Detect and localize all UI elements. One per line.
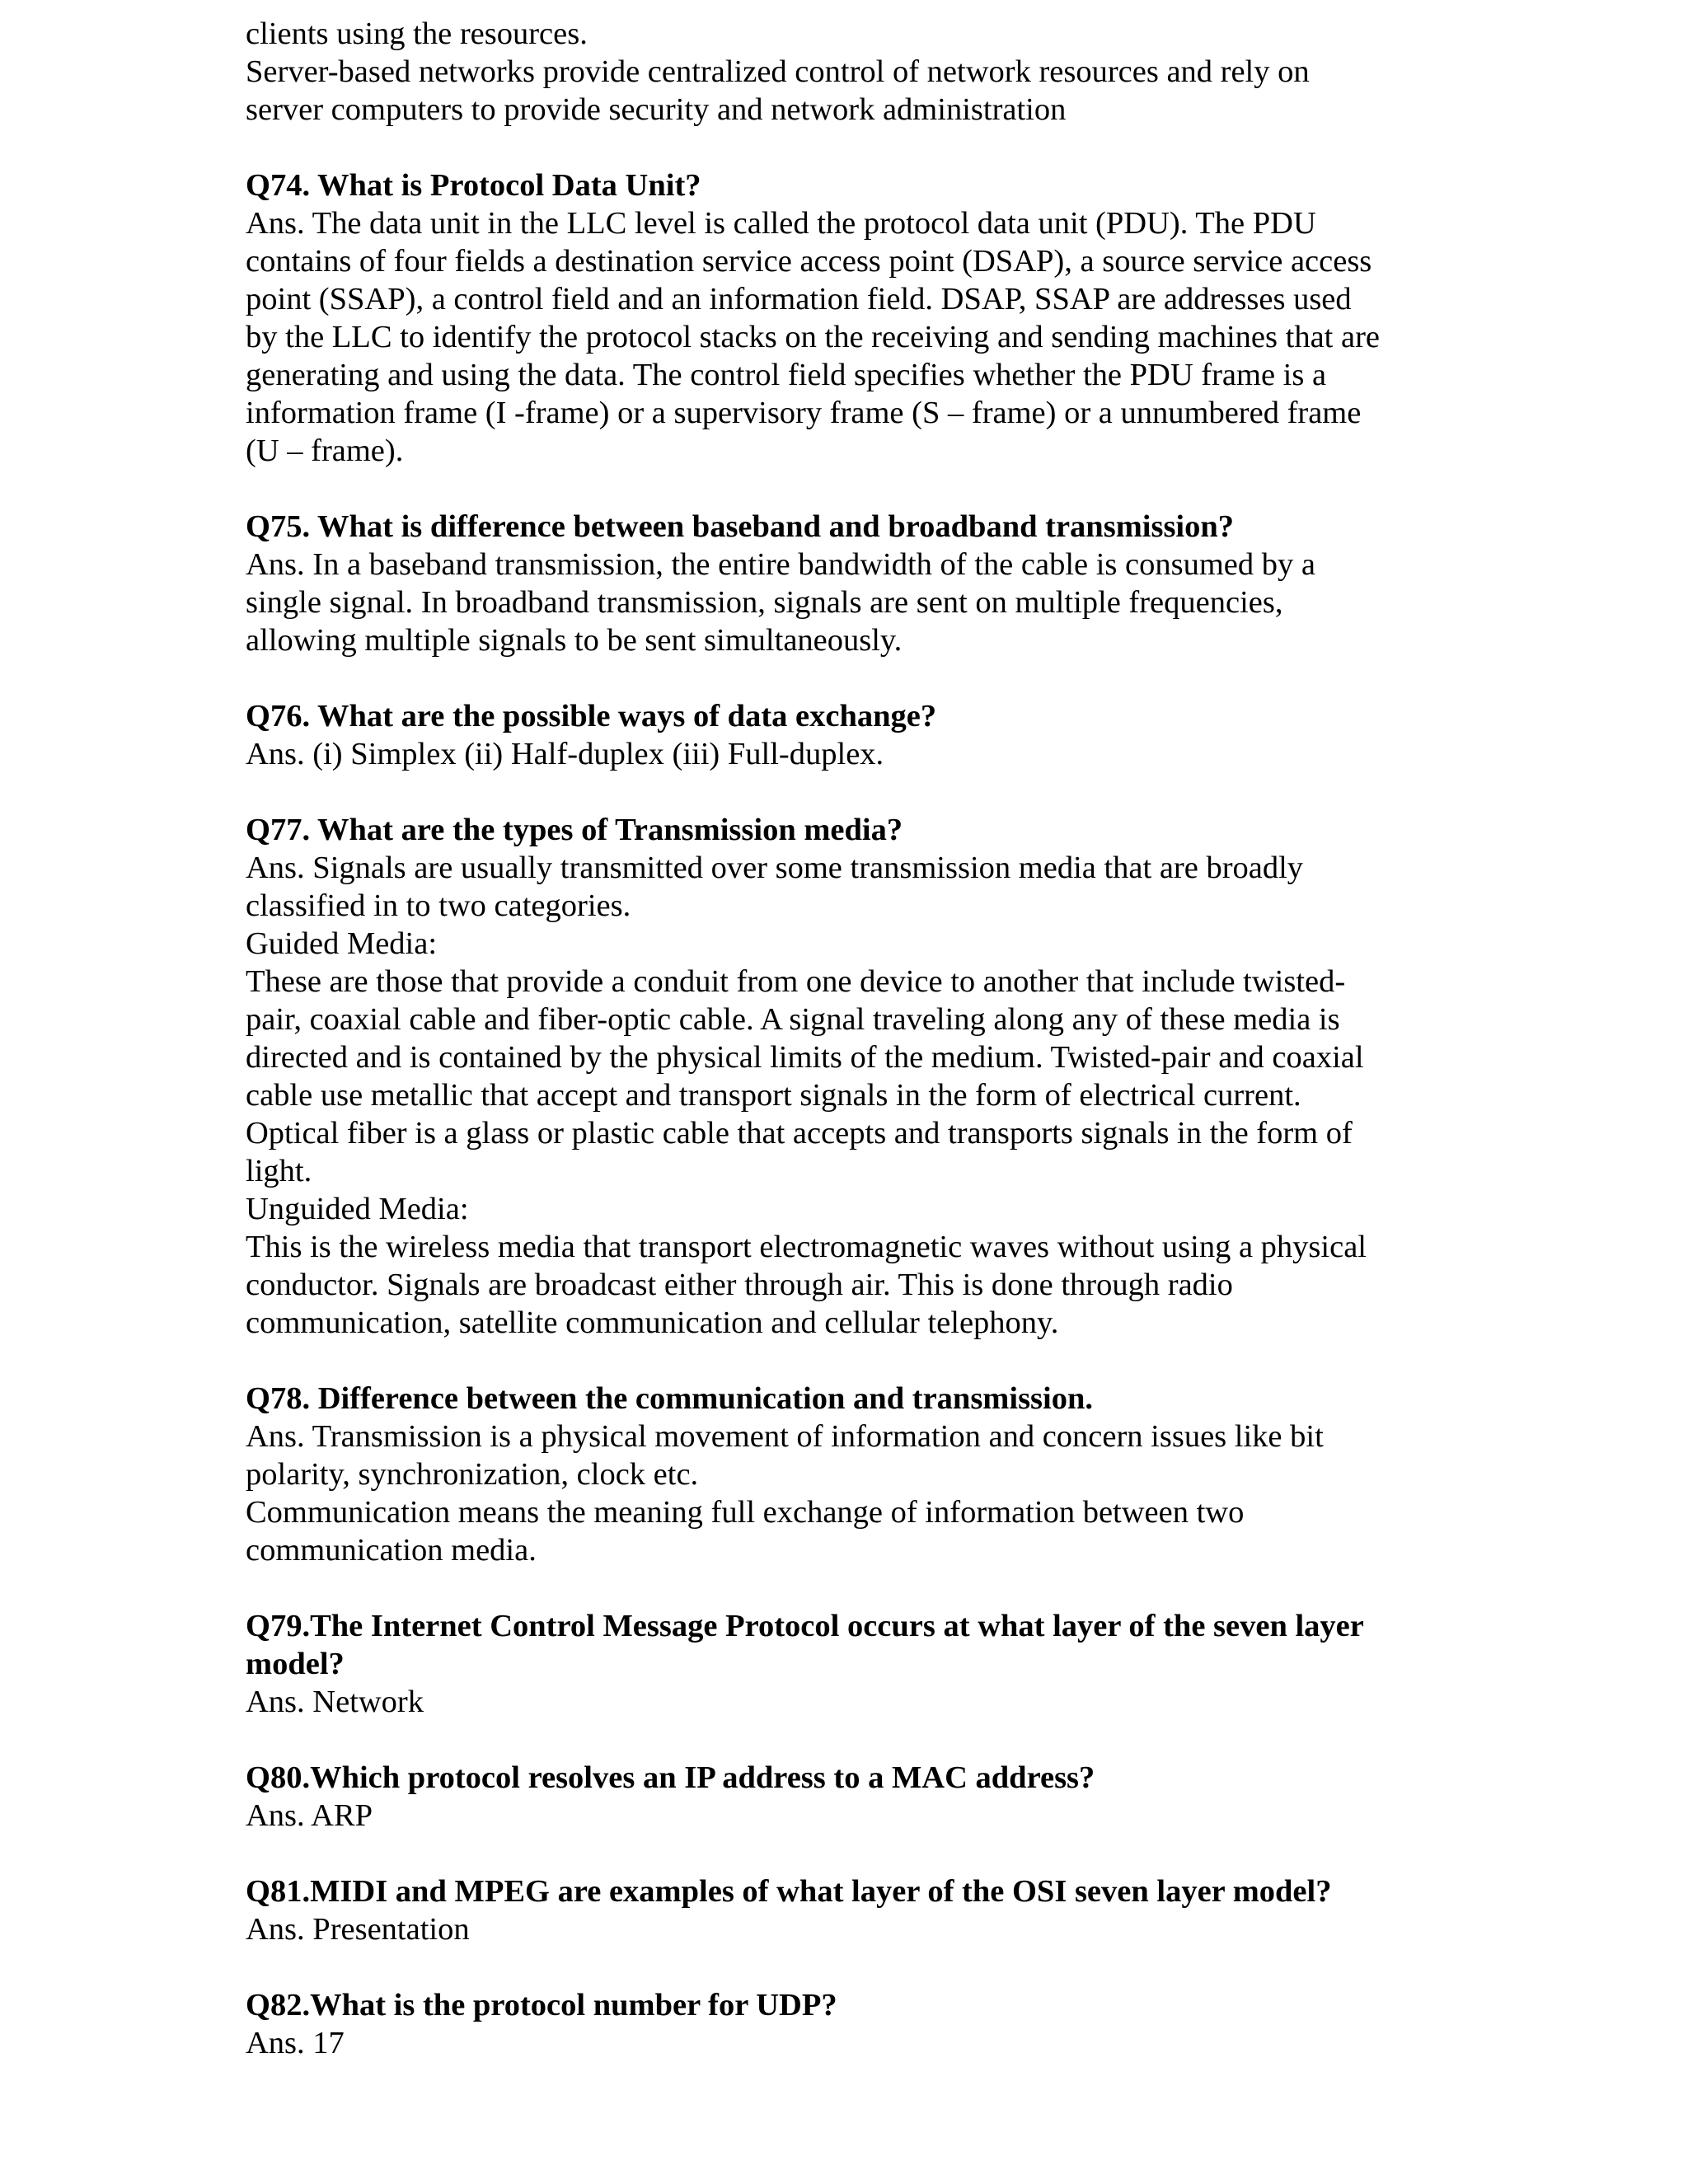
answer-line: (U – frame). (246, 434, 404, 468)
paragraph-gap (246, 1948, 1457, 1986)
document-page (246, 15, 1457, 2062)
paragraph-gap (246, 659, 1457, 697)
answer-line: Ans. Presentation (246, 1912, 470, 1947)
subheading-unguided-media: Unguided Media: (246, 1192, 469, 1226)
paragraph-gap (246, 1721, 1457, 1759)
question-block-q77 (246, 811, 1457, 1342)
paragraph-gap (246, 1569, 1457, 1607)
question-block-q75 (246, 508, 1457, 659)
question-title: Q82.What is the protocol number for UDP? (246, 1988, 837, 2022)
answer-line: by the LLC to identify the protocol stacks on the receiving and sending machines that are (246, 320, 1380, 354)
paragraph-gap (246, 470, 1457, 508)
answer-line: single signal. In broadband transmission, signals are sent on multiple frequencies, (246, 585, 1283, 620)
answer-line: cable use metallic that accept and transport signals in the form of electrical current. (246, 1078, 1301, 1113)
answer-line: Ans. The data unit in the LLC level is called the protocol data unit (PDU). The PDU (246, 206, 1316, 241)
answer-line: contains of four fields a destination service access point (DSAP), a source service access (246, 244, 1372, 279)
question-block-q81 (246, 1872, 1457, 1948)
answer-line: Ans. Signals are usually transmitted over some transmission media that are broadly (246, 851, 1304, 885)
question-title: Q77. What are the types of Transmission media? (246, 813, 903, 847)
answer-line: point (SSAP), a control field and an information field. DSAP, SSAP are addresses used (246, 282, 1352, 316)
question-block-q80 (246, 1759, 1457, 1835)
paragraph-gap (246, 1342, 1457, 1380)
answer-line: Ans. (i) Simplex (ii) Half-duplex (iii) Full-duplex. (246, 737, 884, 771)
answer-line: light. (246, 1154, 312, 1188)
intro-line: server computers to provide security and network administration (246, 92, 1067, 127)
answer-line: Optical fiber is a glass or plastic cable that accepts and transports signals in the form of (246, 1116, 1353, 1151)
answer-line: Ans. Network (246, 1685, 424, 1719)
question-title: Q78. Difference between the communication and transmission. (246, 1381, 1094, 1416)
answer-line: Ans. ARP (246, 1798, 373, 1833)
answer-line: communication media. (246, 1533, 537, 1568)
question-title: Q80.Which protocol resolves an IP address to a MAC address? (246, 1760, 1095, 1795)
answer-line: These are those that provide a conduit from one device to another that include twisted- (246, 964, 1346, 999)
question-title: Q81.MIDI and MPEG are examples of what layer of the OSI seven layer model? (246, 1874, 1332, 1909)
question-block-q82 (246, 1986, 1457, 2062)
paragraph-gap (246, 1835, 1457, 1872)
answer-line: Ans. 17 (246, 2026, 345, 2060)
question-title: model? (246, 1647, 345, 1681)
answer-line: pair, coaxial cable and fiber-optic cable. A signal traveling along any of these media is (246, 1002, 1340, 1037)
question-title: Q74. What is Protocol Data Unit? (246, 168, 701, 203)
question-block-q79 (246, 1607, 1457, 1721)
answer-line: communication, satellite communication and cellular telephony. (246, 1305, 1059, 1340)
intro-line: clients using the resources. (246, 16, 588, 51)
answer-line: Ans. In a baseband transmission, the entire bandwidth of the cable is consumed by a (246, 547, 1315, 582)
answer-line: directed and is contained by the physical limits of the medium. Twisted-pair and coaxial (246, 1040, 1364, 1075)
question-title: Q79.The Internet Control Message Protocol occurs at what layer of the seven layer (246, 1609, 1364, 1643)
question-title: Q75. What is difference between baseband and broadband transmission? (246, 509, 1235, 544)
question-title: Q76. What are the possible ways of data exchange? (246, 699, 937, 733)
answer-line: Communication means the meaning full exchange of information between two (246, 1495, 1245, 1530)
answer-line: conductor. Signals are broadcast either through air. This is done through radio (246, 1268, 1233, 1302)
intro-paragraph (246, 15, 1457, 129)
intro-line: Server-based networks provide centralized control of network resources and rely on (246, 54, 1310, 89)
answer-line: generating and using the data. The control field specifies whether the PDU frame is a (246, 358, 1327, 392)
answer-line: This is the wireless media that transport electromagnetic waves without using a physical (246, 1230, 1367, 1264)
answer-line: classified in to two categories. (246, 888, 631, 923)
answer-line: polarity, synchronization, clock etc. (246, 1457, 699, 1492)
answer-line: Ans. Transmission is a physical movement of information and concern issues like bit (246, 1419, 1324, 1454)
question-block-q74 (246, 166, 1457, 470)
answer-line: information frame (I -frame) or a supervisory frame (S – frame) or a unnumbered frame (246, 396, 1362, 430)
paragraph-gap (246, 129, 1457, 166)
answer-line: allowing multiple signals to be sent simultaneously. (246, 623, 903, 658)
question-block-q76 (246, 697, 1457, 773)
question-block-q78 (246, 1380, 1457, 1569)
paragraph-gap (246, 773, 1457, 811)
subheading-guided-media: Guided Media: (246, 926, 438, 961)
